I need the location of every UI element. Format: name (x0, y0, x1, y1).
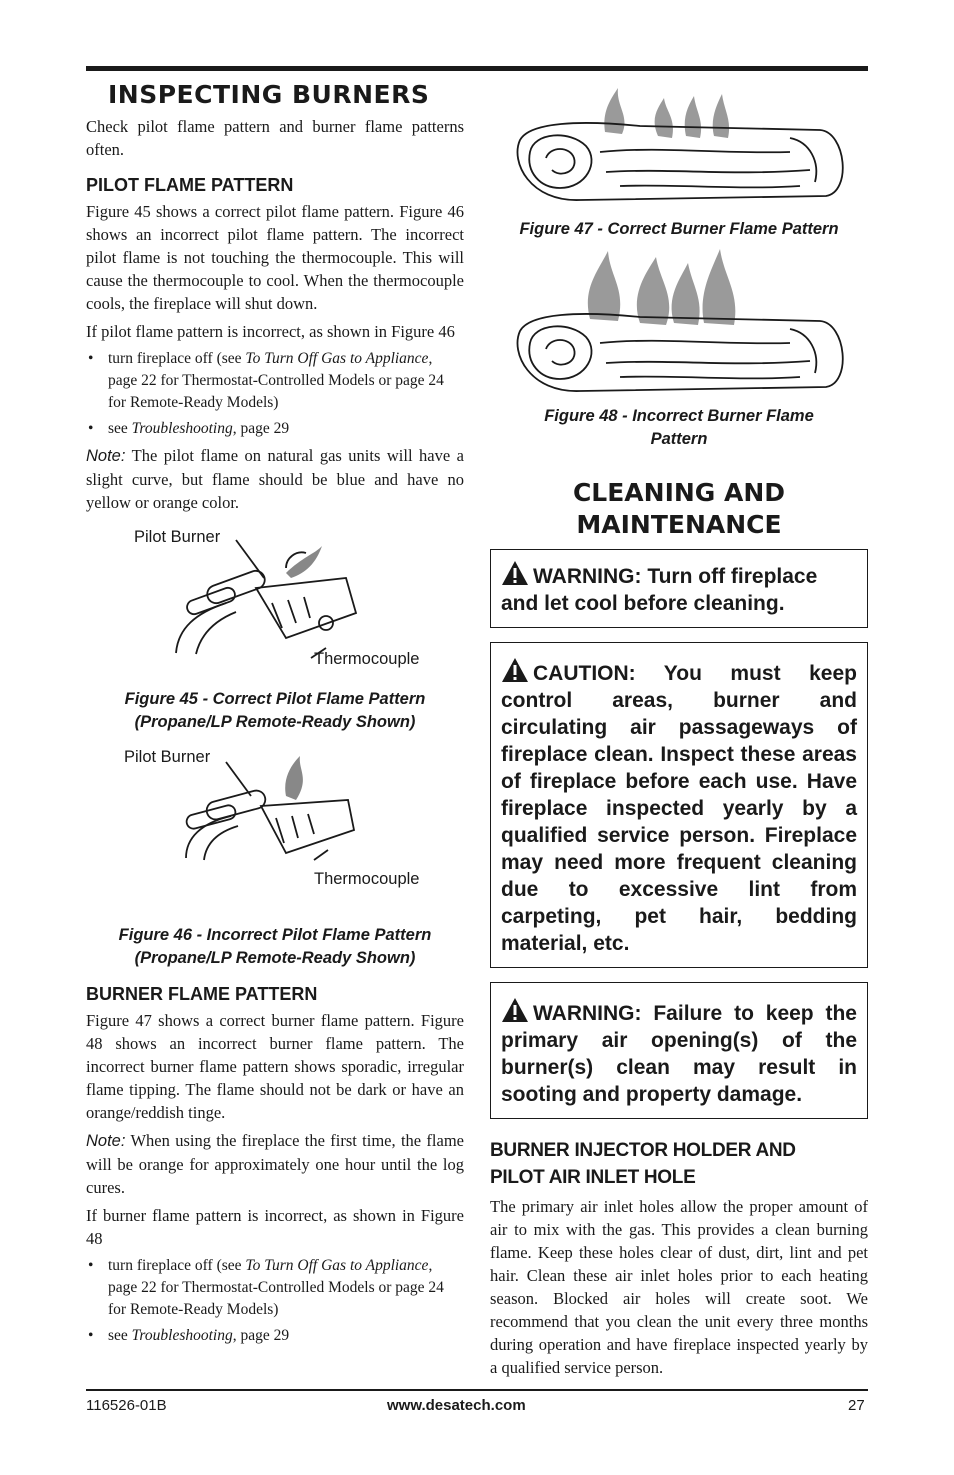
burner-paragraph-2: If burner flame pattern is incorrect, as shown in Figure 48 (86, 1206, 464, 1248)
warning-triangle-icon (501, 997, 529, 1023)
figure-46 (86, 748, 464, 924)
figure-45 (86, 528, 464, 688)
injector-heading: BURNER INJECTOR HOLDER AND PILOT AIR INLET HOLE (490, 1140, 796, 1188)
list-item: • see Troubleshooting, page 29 (86, 418, 464, 440)
left-column (86, 80, 464, 1351)
bullet-icon: • (88, 1257, 94, 1274)
label-thermocouple: Thermocouple (314, 870, 420, 888)
label-pilot-burner: Pilot Burner (134, 528, 221, 546)
warning-box-air-opening: WARNING: Failure to keep the primary air opening(s) of the burner(s) clean may result in sooting and property damage. (490, 982, 868, 1119)
bottom-rule (86, 1389, 868, 1391)
burner-flame-heading: BURNER FLAME PATTERN (86, 984, 318, 1004)
cross-reference: Troubleshooting (131, 420, 233, 437)
note-label: Note: (86, 447, 126, 465)
bullet-icon: • (88, 420, 94, 437)
pilot-bullet-list (86, 348, 464, 440)
figure-46-caption: Figure 46 - Incorrect Pilot Flame Pattern (Propane/LP Remote-Ready Shown) (118, 926, 432, 967)
warning-triangle-icon (501, 560, 529, 586)
right-column (490, 80, 868, 1384)
pilot-flame-heading: PILOT FLAME PATTERN (86, 175, 294, 195)
bullet-icon: • (88, 350, 94, 367)
pilot-paragraph-2: If pilot flame pattern is incorrect, as shown in Figure 46 (86, 322, 455, 341)
warning-triangle-icon (501, 657, 529, 683)
logs-correct-flame-illustration (490, 82, 868, 212)
bullet-icon: • (88, 1327, 94, 1344)
pilot-note: Note: The pilot flame on natural gas units will have a slight curve, but flame should be blue and have no yellow or orange color. (86, 446, 464, 512)
note-label: Note: (86, 1132, 126, 1150)
pilot-assembly-incorrect-illustration (86, 748, 464, 898)
warning-box-cool-down: WARNING: Turn off fireplace and let cool before cleaning. (490, 549, 868, 628)
list-item: • turn fireplace off (see To Turn Off Gas to Appliance, page 22 for Thermostat-Controlled Models or page 24 for Remote-Ready Models) (88, 1257, 444, 1318)
burner-bullet-list (86, 1255, 464, 1347)
injector-paragraph: The primary air inlet holes allow the proper amount of air to mix with the gas. This provides a clean burning flame. Keep these holes clear of dust, dirt, lint and pet hair. Clean these air inlet holes prior to each heating season. Blocked air holes will create soot. We recommend that you clean the unit every three months during operation and have fireplace inspected yearly by a qualified service person. (490, 1197, 868, 1377)
figure-47-caption: Figure 47 - Correct Burner Flame Pattern (519, 220, 839, 238)
section-title-cleaning-maintenance: CLEANING AND MAINTENANCE (572, 478, 786, 539)
top-rule (86, 66, 868, 71)
list-item: • turn fireplace off (see To Turn Off Gas to Appliance, page 22 for Thermostat-Controlled Models or page 24 for Remote-Ready Models) (88, 350, 444, 411)
label-thermocouple: Thermocouple (314, 650, 420, 668)
cross-reference: To Turn Off Gas to Appliance (245, 350, 429, 367)
cross-reference: Troubleshooting (131, 1327, 233, 1344)
pilot-paragraph-1: Figure 45 shows a correct pilot flame pattern. Figure 46 shows an incorrect pilot flame pattern. The incorrect pilot flame is not touching the thermocouple. This will cause the thermocouple to cool. When the thermocouple cools, the fireplace will shut down. (86, 202, 464, 313)
figure-48-caption: Figure 48 - Incorrect Burner Flame Pattern (544, 407, 814, 448)
cross-reference: To Turn Off Gas to Appliance (245, 1257, 429, 1274)
label-pilot-burner: Pilot Burner (124, 748, 211, 766)
caution-box-clean-areas: CAUTION: You must keep control areas, burner and circulating air passageways of fireplace clean. Inspect these areas of fireplace before each use. Have fireplace inspected yearly by a qualified service person. Fireplace may need more frequent cleaning due to excessive lint from carpeting, pet hair, bedding material, etc. (490, 642, 868, 968)
pilot-assembly-correct-illustration (86, 528, 464, 688)
logs-incorrect-flame-illustration (490, 249, 868, 399)
intro-paragraph: Check pilot flame pattern and burner flame patterns often. (86, 117, 464, 159)
figure-45-caption: Figure 45 - Correct Pilot Flame Pattern (Propane/LP Remote-Ready Shown) (124, 690, 426, 731)
website-link[interactable]: www.desatech.com (387, 1397, 526, 1414)
page-number: 27 (848, 1397, 865, 1414)
section-title-inspecting-burners: INSPECTING BURNERS (108, 80, 430, 109)
burner-paragraph-1: Figure 47 shows a correct burner flame pattern. Figure 48 shows an incorrect burner flame pattern. The incorrect burner flame pattern shows sporadic, irregular flame tipping. The flame should not be dark or have an orange/reddish tinge. (86, 1011, 464, 1122)
doc-number: 116526-01B (86, 1397, 167, 1414)
burner-note: Note: When using the fireplace the first time, the flame will be orange for approximately one hour until the log cures. (86, 1131, 464, 1197)
list-item: • see Troubleshooting, page 29 (86, 1325, 464, 1347)
